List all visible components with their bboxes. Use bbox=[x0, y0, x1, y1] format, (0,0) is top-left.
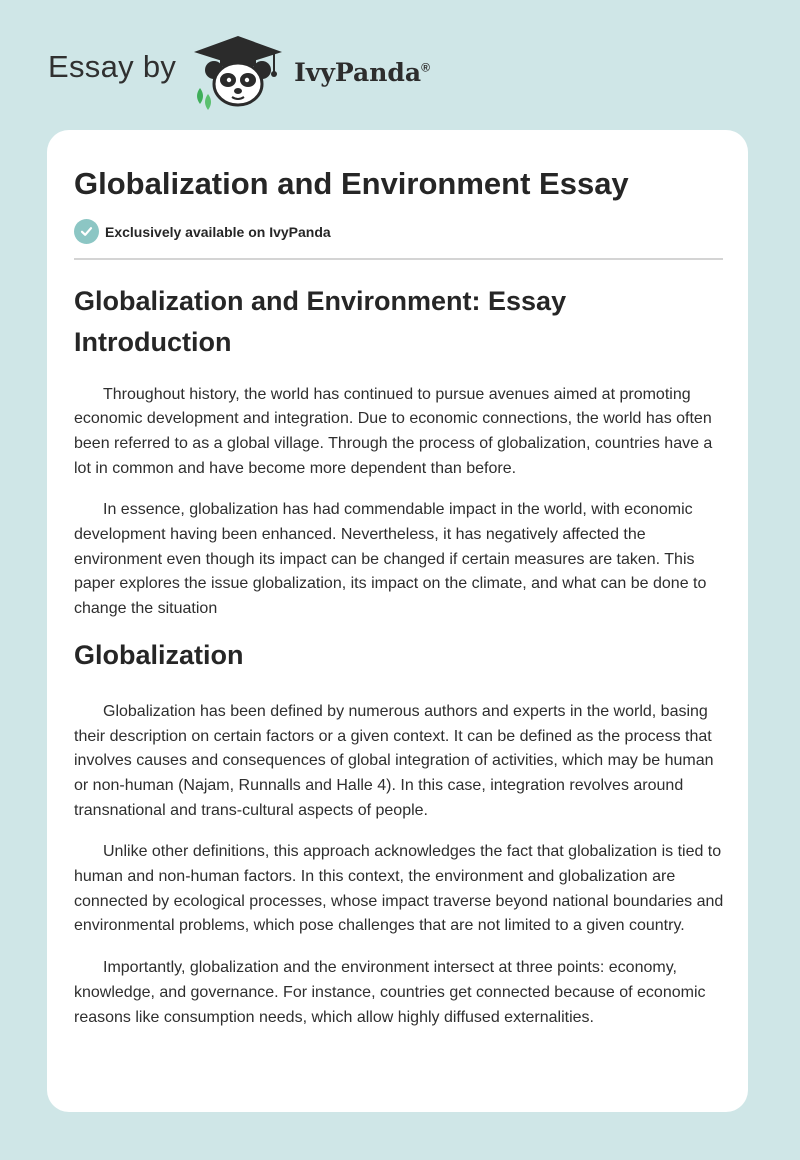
paragraph: Throughout history, the world has continued to pursue avenues aimed at promoting economic development and integration. Due to economic connections, the world has often been referred to as a global village. Through the process of globalization, countries have a lot in common and have become more dependent than before. bbox=[74, 385, 713, 477]
paragraph: In essence, globalization has had commendable impact in the world, with economic development having been enhanced. Nevertheless, it has negatively affected the environment even though its impact can be changed if certain measures are taken. This paper explores the issue globalization, its impact on the climate, and what can be done to change the situation bbox=[74, 501, 707, 618]
brand-name[interactable]: IvyPanda® bbox=[294, 57, 430, 87]
panda-graduate-logo-icon[interactable] bbox=[190, 30, 286, 110]
essay-content bbox=[74, 164, 724, 1030]
site-header bbox=[48, 30, 430, 110]
essay-title: Globalization and Environment Essay bbox=[74, 166, 629, 201]
title-divider bbox=[74, 258, 723, 260]
paragraph: Importantly, globalization and the environment intersect at three points: economy, knowledge, and governance. For instance, countries get connected because of economic reasons like consumption needs, which allow highly diffused externalities. bbox=[74, 959, 706, 1026]
essay-card bbox=[47, 130, 748, 1112]
section-heading: Globalization and Environment: Essay Introduction bbox=[74, 285, 567, 357]
section-globalization bbox=[74, 635, 724, 1030]
check-circle-icon bbox=[74, 219, 99, 244]
exclusive-badge bbox=[74, 219, 724, 244]
section-heading: Globalization bbox=[74, 639, 244, 670]
exclusive-label: Exclusively available on IvyPanda bbox=[105, 223, 331, 240]
paragraph: Globalization has been defined by numerous authors and experts in the world, basing their description on certain factors or a given context. It can be defined as the process that involves causes and consequences of global integration of activities, which may be human or non-human (Najam, Runnalls and Halle 4). In this case, integration revolves around transnational and trans-cultural aspects of people. bbox=[74, 702, 714, 819]
section-introduction bbox=[74, 281, 724, 622]
registered-mark: ® bbox=[421, 60, 430, 75]
brand-prefix: Essay by bbox=[48, 49, 177, 84]
paragraph: Unlike other definitions, this approach acknowledges the fact that globalization is tied to human and non-human factors. In this context, the environment and globalization are connected by ecological processes, whose impact traverse beyond national boundaries and environmental problems, which pose challenges that are not limited to a given country. bbox=[74, 843, 724, 935]
